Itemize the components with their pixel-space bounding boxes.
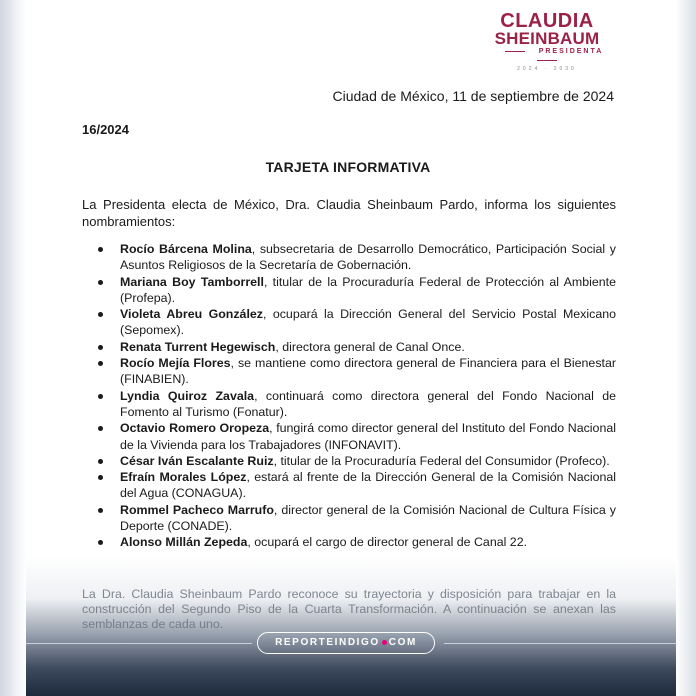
- appointment-description: , titular de la Procuraduría Federal de Protección al Ambiente (Profepa).: [120, 274, 616, 305]
- brand-name: REPORTEINDIGO: [275, 637, 380, 648]
- appointee-name: Violeta Abreu González: [120, 307, 263, 322]
- appointment-description: , estará al frente de la Dirección General de la Comisión Nacional del Agua (CONAGUA).: [120, 470, 616, 501]
- document-heading: TARJETA INFORMATIVA: [265, 159, 431, 175]
- footer-rule-left: [26, 643, 252, 644]
- appointment-description: , directora general de Canal Once.: [275, 339, 465, 354]
- bullet-icon: [98, 312, 103, 317]
- bullet-icon: [98, 459, 103, 464]
- list-item: [82, 355, 616, 388]
- right-edge-shade: [676, 0, 696, 696]
- list-item: [82, 534, 616, 550]
- appointee-name: Rommel Pacheco Marrufo: [120, 502, 274, 517]
- brand-dot-icon: [382, 640, 387, 645]
- list-item: [82, 388, 616, 421]
- logo-line-4: 2024 · 2030: [517, 66, 577, 72]
- bullet-icon: [98, 394, 103, 399]
- bullet-icon: [98, 361, 103, 366]
- document-number: 16/2024: [82, 122, 129, 137]
- appointment-description: , director general de la Comisión Nacional de Cultura Física y Deporte (CONADE).: [120, 502, 616, 534]
- appointee-name: César Iván Escalante Ruiz: [120, 453, 274, 468]
- list-item: [82, 306, 616, 339]
- bullet-icon: [98, 475, 103, 480]
- list-item: [82, 274, 616, 307]
- logo-line-1: CLAUDIA: [500, 10, 594, 32]
- campaign-logo: [486, 12, 608, 73]
- list-item: [82, 339, 616, 355]
- appointment-description: , fungirá como director general del Instituto del Fondo Nacional de la Vivienda para los Trabajadores (INFONAVIT).: [120, 421, 616, 452]
- list-item: [82, 453, 616, 469]
- appointee-name: Rocío Bárcena Molina: [120, 242, 252, 256]
- appointments-list: [82, 241, 616, 551]
- appointment-description: , ocupará la Dirección General del Servicio Postal Mexicano (Sepomex).: [120, 307, 616, 338]
- list-item: [82, 420, 616, 453]
- appointee-name: Alonso Millán Zepeda: [120, 535, 248, 550]
- appointee-name: Lyndia Quiroz Zavala: [120, 388, 255, 403]
- closing-paragraph: La Dra. Claudia Sheinbaum Pardo reconoce su trayectoria y disposición para trabajar en la construcción del Segundo Piso de la Cuarta Transformación. A continuación se anexan las semblanzas de cada uno.: [82, 587, 616, 631]
- list-item: [82, 469, 616, 502]
- document-date: Ciudad de México, 11 de septiembre de 2024: [332, 88, 614, 104]
- bullet-icon: [98, 345, 103, 350]
- bullet-icon: [98, 508, 103, 513]
- appointee-name: Octavio Romero Oropeza: [120, 421, 270, 436]
- appointment-description: , se mantiene como directora general de Financiera para el Bienestar (FINABIEN).: [120, 356, 616, 387]
- brand-suffix: COM: [388, 637, 417, 648]
- bullet-icon: [98, 426, 103, 431]
- appointee-name: Mariana Boy Tamborrell: [120, 274, 264, 289]
- appointment-description: , continuará como directora general del Fondo Nacional de Fomento al Turismo (Fonatur).: [120, 388, 616, 419]
- reporteindigo-watermark: [257, 632, 435, 654]
- bullet-icon: [98, 247, 103, 252]
- list-item: [82, 241, 616, 274]
- appointee-name: Rocío Mejía Flores: [120, 356, 231, 371]
- intro-paragraph: La Presidenta electa de México, Dra. Claudia Sheinbaum Pardo, informa los siguientes nombramientos:: [82, 197, 616, 229]
- appointee-name: Efraín Morales López: [120, 470, 247, 485]
- footer-rule-right: [444, 643, 676, 644]
- appointment-description: , titular de la Procuraduría Federal del Consumidor (Profeco).: [273, 453, 610, 468]
- list-item: [82, 502, 616, 535]
- logo-line-3: PRESIDENTA: [486, 47, 608, 65]
- left-edge-shade: [0, 0, 26, 696]
- appointment-description: , subsecretaria de Desarrollo Democrático, Participación Social y Asuntos Religiosos de la Secretaría de Gobernación.: [120, 242, 616, 273]
- bullet-icon: [98, 280, 103, 285]
- bullet-icon: [98, 540, 103, 545]
- appointee-name: Renata Turrent Hegewisch: [120, 339, 276, 354]
- logo-line-2: SHEINBAUM: [494, 29, 600, 48]
- appointment-description: , ocupará el cargo de director general de Canal 22.: [247, 535, 528, 550]
